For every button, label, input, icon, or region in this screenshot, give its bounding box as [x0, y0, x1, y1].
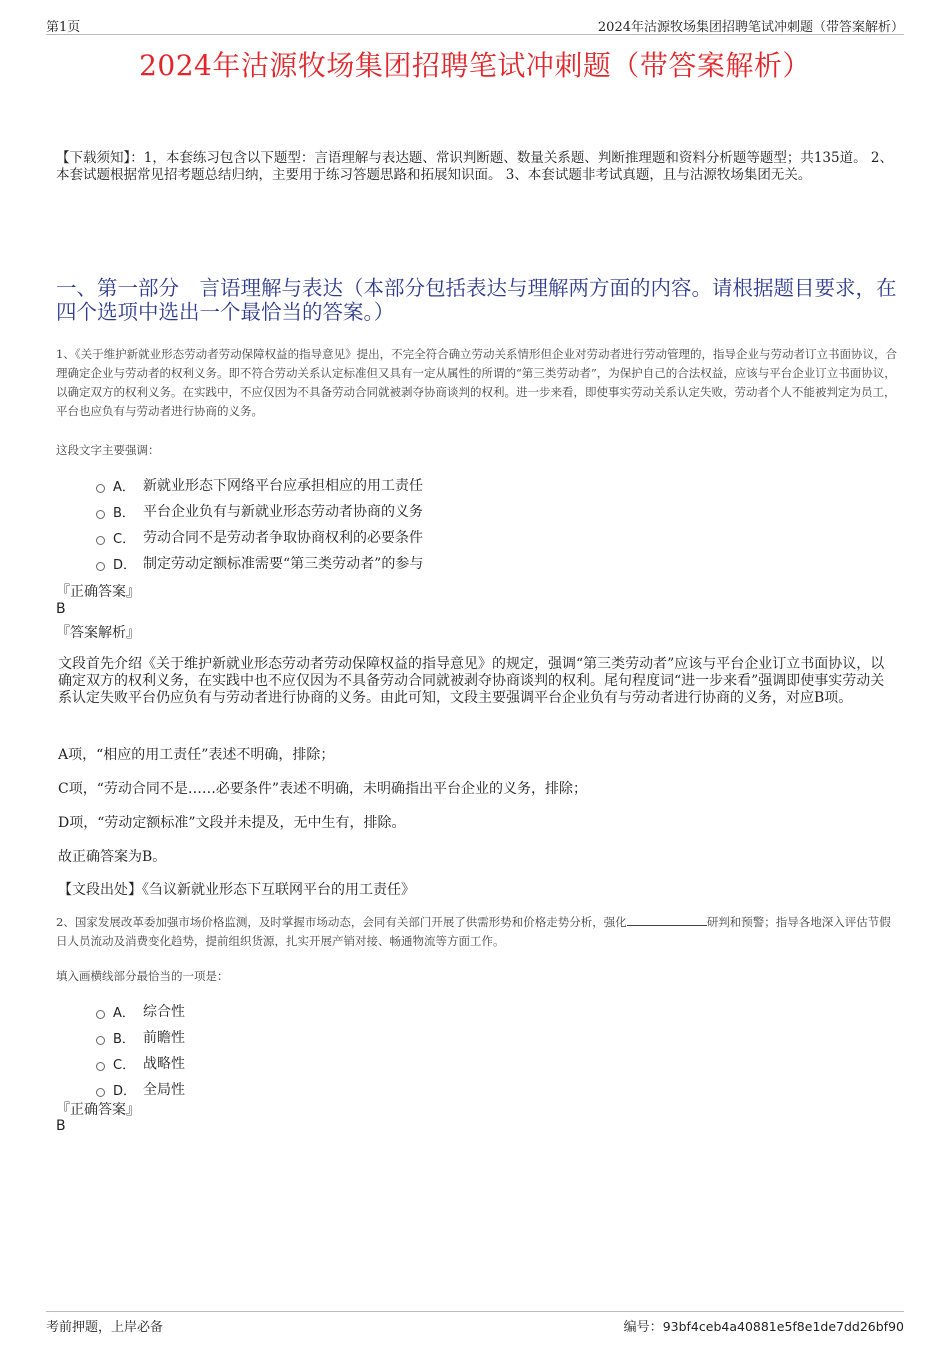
page-footer — [46, 1311, 904, 1334]
analysis-label: 『答案解析』 — [56, 625, 140, 641]
fill-blank — [627, 913, 707, 926]
question-2-options — [96, 998, 185, 1102]
radio-button[interactable] — [96, 510, 105, 519]
radio-button[interactable] — [96, 1062, 105, 1071]
option-a[interactable]: A． 综合性 — [96, 998, 185, 1024]
code-label: 编号： — [623, 1320, 663, 1335]
answer-value: B — [56, 601, 66, 617]
option-d[interactable]: D． 全局性 — [96, 1076, 185, 1102]
page-title: 2024年沽源牧场集团招聘笔试冲刺题（带答案解析） — [139, 49, 811, 82]
radio-button[interactable] — [96, 1088, 105, 1097]
section-title: 一、第一部分 言语理解与表达（本部分包括表达与理解两方面的内容。请根据题目要求，在四个选项中选出一个最恰当的答案。） — [56, 276, 897, 324]
page-header — [46, 14, 904, 35]
answer-label: 『正确答案』 — [56, 584, 140, 600]
explain-option-a: A项，“相应的用工责任”表述不明确，排除； — [58, 747, 335, 763]
question-1-prompt: 这段文字主要强调： — [56, 443, 160, 457]
radio-button[interactable] — [96, 1036, 105, 1045]
explain-option-d: D项，“劳动定额标准”文段并未提及，无中生有，排除。 — [58, 815, 406, 831]
header-doc-title: 2024年沽源牧场集团招聘笔试冲刺题（带答案解析） — [597, 20, 904, 35]
explain-option-c: C项，“劳动合同不是……必要条件”表述不明确，未明确指出平台企业的义务，排除； — [58, 781, 588, 797]
download-notice: 【下载须知】：1，本套练习包含以下题型：言语理解与表达题、常识判断题、数量关系题、判断推理题和资料分析题等题型；共135道。 2、本套试题根据常见招考题总结归纳，主要用于练习答题思路和拓展知识面。 3、本套试题非考试真题，且与沽源牧场集团无关。 — [56, 150, 893, 183]
option-b[interactable]: B． 平台企业负有与新就业形态劳动者协商的义务 — [96, 498, 423, 524]
page-number: 第1页 — [46, 20, 81, 35]
code-value: 93bf4ceb4a40881e5f8e1de7dd26bf90 — [662, 1319, 904, 1334]
option-c[interactable]: C． 劳动合同不是劳动者争取协商权利的必要条件 — [96, 524, 423, 550]
radio-button[interactable] — [96, 484, 105, 493]
source-citation: 【文段出处】《刍议新就业形态下互联网平台的用工责任》 — [58, 882, 415, 898]
question-1-options — [96, 472, 423, 576]
answer-value: B — [56, 1118, 66, 1134]
answer-label: 『正确答案』 — [56, 1102, 140, 1118]
option-d[interactable]: D． 制定劳动定额标准需要“第三类劳动者”的参与 — [96, 550, 423, 576]
option-c[interactable]: C． 战略性 — [96, 1050, 185, 1076]
footer-code — [624, 1316, 904, 1335]
question-2-text: 2、国家发展改革委加强市场价格监测，及时掌握市场动态，会同有关部门开展了供需形势和价格走势分析，强化 研判和预警；指导各地深入评估节假日人员流动及消费变化趋势，提前组织货源，扎实开展产销对接、畅通物流等方面工作。 — [56, 915, 891, 948]
question-1-text: 1、《关于维护新就业形态劳动者劳动保障权益的指导意见》提出，不完全符合确立劳动关系情形但企业对劳动者进行劳动管理的，指导企业与劳动者订立书面协议，合理确定企业与劳动者的权利义务。即不符合劳动关系认定标准但又具有一定从属性的所谓的“第三类劳动者”，为保护自己的合法权益，应该与平台企业订立书面协议，以确定双方的权利义务。在实践中，不应仅因为不具备劳动合同就被剥夺协商谈判的权利。进一步来看，即使事实劳动关系认定失败，劳动者个人不能被判定为员工，平台也应负有与劳动者进行协商的义务。 — [56, 347, 898, 418]
option-a[interactable]: A． 新就业形态下网络平台应承担相应的用工责任 — [96, 472, 423, 498]
footer-slogan: 考前押题，上岸必备 — [46, 1320, 164, 1335]
radio-button[interactable] — [96, 536, 105, 545]
question-2-prompt: 填入画横线部分最恰当的一项是： — [56, 969, 229, 983]
conclusion: 故正确答案为B。 — [58, 849, 167, 865]
analysis-text: 文段首先介绍《关于维护新就业形态劳动者劳动保障权益的指导意见》的规定，强调“第三类劳动者”应该与平台企业订立书面协议，以确定双方的权利义务，在实践中也不应仅因为不具备劳动合同就被剥夺协商谈判的权利。尾句程度词“进一步来看”强调即使事实劳动关系认定失败平台仍应负有与劳动者进行协商的义务。由此可知，文段主要强调平台企业负有与劳动者进行协商的义务，对应B项。 — [58, 656, 885, 706]
radio-button[interactable] — [96, 1010, 105, 1019]
radio-button[interactable] — [96, 562, 105, 571]
option-b[interactable]: B． 前瞻性 — [96, 1024, 185, 1050]
